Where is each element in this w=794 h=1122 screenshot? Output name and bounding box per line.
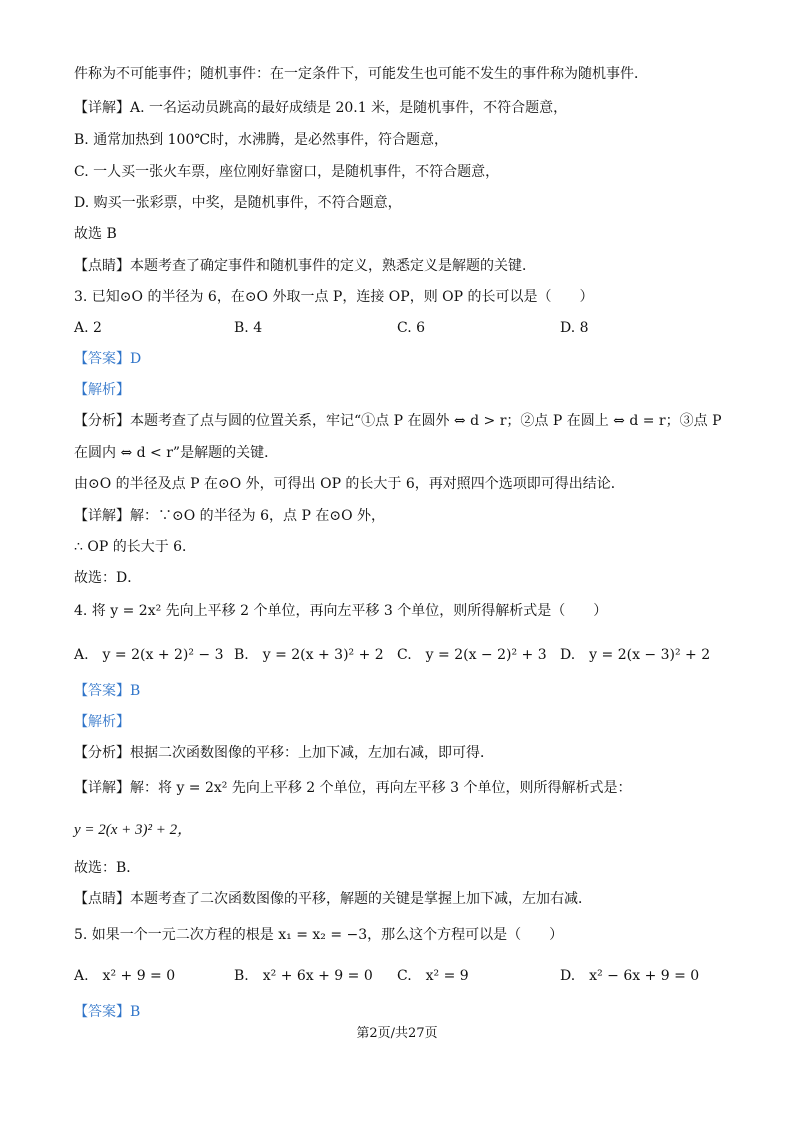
q3-answer: 【答案】D (74, 351, 142, 367)
q4-analysis-line: 【分析】根据二次函数图像的平移：上加下减，左加右减，即可得． (74, 745, 494, 761)
q3-conclusion: 故选：D． (74, 570, 142, 586)
detail-line: 【详解】A. 一名运动员跳高的最好成绩是 20.1 米，是随机事件，不符合题意， (74, 100, 568, 116)
option-b-explanation: B. 通常加热到 100℃时，水沸腾，是必然事件，符合题意， (74, 132, 449, 148)
question-5: 5. 如果一个一元二次方程的根是 x₁ = x₂ = −3，那么这个方程可以是（ ） (74, 927, 564, 943)
q3-detail-line-2: ∴ OP 的长大于 6． (74, 539, 197, 555)
q4-conclusion: 故选：B． (74, 860, 141, 876)
q3-option-b: B. 4 (234, 320, 263, 336)
q5-option-b: B. x² + 6x + 9 = 0 (234, 968, 373, 984)
page-number-footer: 第2页/共27页 (356, 1026, 438, 1041)
q3-analysis-line-3: 由⊙O 的半径及点 P 在⊙O 外，可得出 OP 的长大于 6，再对照四个选项即可得出结论． (74, 476, 625, 492)
question-4: 4. 将 y = 2x² 先向上平移 2 个单位，再向左平移 3 个单位，则所得解析式是（ ） (74, 603, 608, 619)
q3-detail-line-1: 【详解】解：∵⊙O 的半径为 6，点 P 在⊙O 外， (74, 508, 385, 524)
q4-option-a: A. y = 2(x + 2)² − 3 (74, 647, 224, 663)
q4-option-b: B. y = 2(x + 3)² + 2 (234, 647, 384, 663)
answer-choice: 故选 B (74, 226, 117, 242)
q3-analysis-line-1: 【分析】本题考查了点与圆的位置关系，牢记“①点 P 在圆外 ⇔ d > r；②点 P 在圆上 ⇔ d = r；③点 P (74, 413, 722, 429)
text-line: 件称为不可能事件；随机事件：在一定条件下，可能发生也可能不发生的事件称为随机事件． (74, 66, 648, 82)
q3-option-c: C. 6 (397, 320, 426, 336)
q4-detail-line-1: 【详解】解：将 y = 2x² 先向上平移 2 个单位，再向左平移 3 个单位，则所得解析式是： (74, 780, 632, 796)
q5-answer: 【答案】B (74, 1004, 141, 1020)
q3-analysis-line-2: 在圆内 ⇔ d < r”是解题的关键． (74, 445, 279, 461)
question-3: 3. 已知⊙O 的半径为 6，在⊙O 外取一点 P，连接 OP，则 OP 的长可以是（ ） (74, 289, 594, 305)
q4-analysis-heading: 【解析】 (74, 714, 130, 730)
comment-line: 【点睛】本题考查了确定事件和随机事件的定义，熟悉定义是解题的关键． (74, 258, 536, 274)
q5-option-d: D. x² − 6x + 9 = 0 (560, 968, 700, 984)
q5-option-c: C. x² = 9 (397, 968, 469, 984)
q4-comment: 【点睛】本题考查了二次函数图像的平移，解题的关键是掌握上加下减，左加右减． (74, 891, 592, 907)
q4-detail-formula: y = 2(x + 3)² + 2， (74, 822, 193, 838)
q3-option-a: A. 2 (74, 320, 102, 336)
q3-analysis-heading: 【解析】 (74, 382, 130, 398)
q4-answer: 【答案】B (74, 683, 141, 699)
q4-option-c: C. y = 2(x − 2)² + 3 (397, 647, 547, 663)
q4-option-d: D. y = 2(x − 3)² + 2 (560, 647, 711, 663)
option-d-explanation: D. 购买一张彩票，中奖，是随机事件，不符合题意， (74, 195, 402, 211)
q5-option-a: A. x² + 9 = 0 (74, 968, 176, 984)
option-c-explanation: C. 一人买一张火车票，座位刚好靠窗口，是随机事件，不符合题意， (74, 164, 500, 180)
q3-option-d: D. 8 (560, 320, 589, 336)
